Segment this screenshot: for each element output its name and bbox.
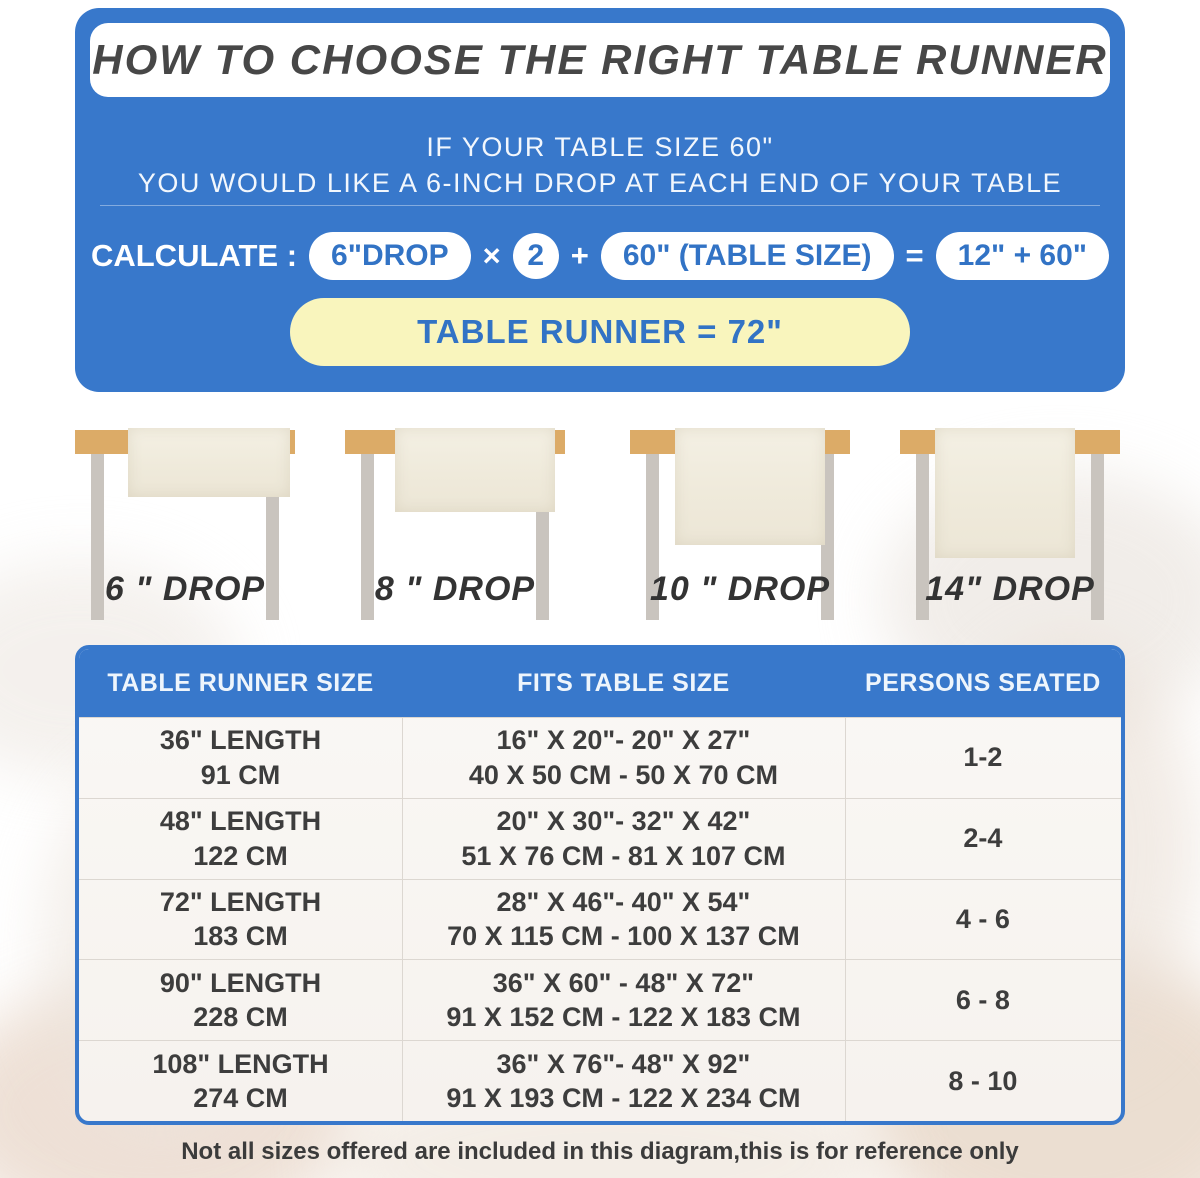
column-header-persons-seated: PERSONS SEATED <box>865 668 1101 697</box>
drop-label: 6 " DROP <box>104 570 266 608</box>
drop-example-10in <box>620 428 860 643</box>
drop-label: 8 " DROP <box>374 570 536 608</box>
drop-example-6in <box>65 428 305 643</box>
drop-example-8in <box>335 428 575 643</box>
persons-seated: 8 - 10 <box>948 1065 1018 1096</box>
table-runner-illustration <box>675 428 825 545</box>
size-chart-table <box>75 645 1125 1125</box>
persons-seated: 1-2 <box>963 742 1003 773</box>
title-banner <box>90 23 1110 97</box>
hero-divider <box>100 205 1100 206</box>
equals-sign: = <box>905 238 924 273</box>
result-pill: TABLE RUNNER = 72" <box>290 298 910 366</box>
fits-size-in: 20" X 30"- 32" X 42" <box>496 806 751 837</box>
hero-panel <box>75 8 1125 392</box>
runner-size-in: 108" LENGTH <box>152 1048 329 1079</box>
fits-size-in: 16" X 20"- 20" X 27" <box>496 725 751 756</box>
table-row <box>79 1040 1121 1121</box>
table-row <box>79 959 1121 1040</box>
runner-size-cm: 91 CM <box>200 759 281 790</box>
multiplier-circle: 2 <box>513 233 559 279</box>
table-row <box>79 798 1121 879</box>
drop-examples-row <box>0 428 1200 643</box>
persons-seated: 2-4 <box>963 823 1003 854</box>
runner-size-in: 36" LENGTH <box>159 725 322 756</box>
fits-size-cm: 40 X 50 CM - 50 X 70 CM <box>468 759 778 790</box>
sum-pill: 12" + 60" <box>936 232 1109 280</box>
drop-label: 14" DROP <box>925 570 1095 608</box>
subtitle-line-2: YOU WOULD LIKE A 6-INCH DROP AT EACH END OF YOUR TABLE <box>137 168 1063 198</box>
column-divider <box>402 717 403 1121</box>
table-header-row <box>79 649 1121 717</box>
runner-size-in: 72" LENGTH <box>159 886 322 917</box>
runner-size-in: 48" LENGTH <box>159 806 322 837</box>
table-body <box>79 717 1121 1121</box>
fits-size-cm: 91 X 152 CM - 122 X 183 CM <box>446 1002 801 1033</box>
runner-size-cm: 228 CM <box>193 1002 288 1033</box>
table-runner-illustration <box>128 428 290 497</box>
footnote: Not all sizes offered are included in this diagram,this is for reference only <box>181 1138 1019 1165</box>
persons-seated: 4 - 6 <box>955 903 1010 934</box>
fits-size-cm: 91 X 193 CM - 122 X 234 CM <box>446 1083 801 1114</box>
calculate-label: CALCULATE : <box>90 238 298 273</box>
page-title: HOW TO CHOOSE THE RIGHT TABLE RUNNER <box>92 36 1108 83</box>
table-runner-illustration <box>935 428 1075 558</box>
column-header-fits-table-size: FITS TABLE SIZE <box>517 668 730 697</box>
table-row <box>79 717 1121 798</box>
drop-example-14in <box>890 428 1130 643</box>
table-row <box>79 879 1121 960</box>
fits-size-cm: 70 X 115 CM - 100 X 137 CM <box>447 921 800 952</box>
runner-size-cm: 274 CM <box>193 1083 288 1114</box>
runner-size-in: 90" LENGTH <box>159 967 322 998</box>
calculation-formula <box>75 228 1125 284</box>
runner-size-cm: 122 CM <box>193 840 288 871</box>
runner-size-cm: 183 CM <box>193 921 288 952</box>
fits-size-cm: 51 X 76 CM - 81 X 107 CM <box>461 840 786 871</box>
table-size-pill: 60" (TABLE SIZE) <box>601 232 894 280</box>
fits-size-in: 36" X 60" - 48" X 72" <box>492 967 755 998</box>
column-divider <box>845 717 846 1121</box>
drop-value-pill: 6"DROP <box>309 232 471 280</box>
column-header-runner-size: TABLE RUNNER SIZE <box>107 668 374 697</box>
table-runner-illustration <box>395 428 555 512</box>
fits-size-in: 28" X 46"- 40" X 54" <box>496 886 751 917</box>
persons-seated: 6 - 8 <box>955 984 1010 1015</box>
fits-size-in: 36" X 76"- 48" X 92" <box>496 1048 751 1079</box>
subtitle-line-1: IF YOUR TABLE SIZE 60" <box>426 132 774 162</box>
drop-label: 10 " DROP <box>649 570 831 608</box>
multiply-sign: × <box>482 238 501 273</box>
plus-sign: + <box>570 238 589 273</box>
